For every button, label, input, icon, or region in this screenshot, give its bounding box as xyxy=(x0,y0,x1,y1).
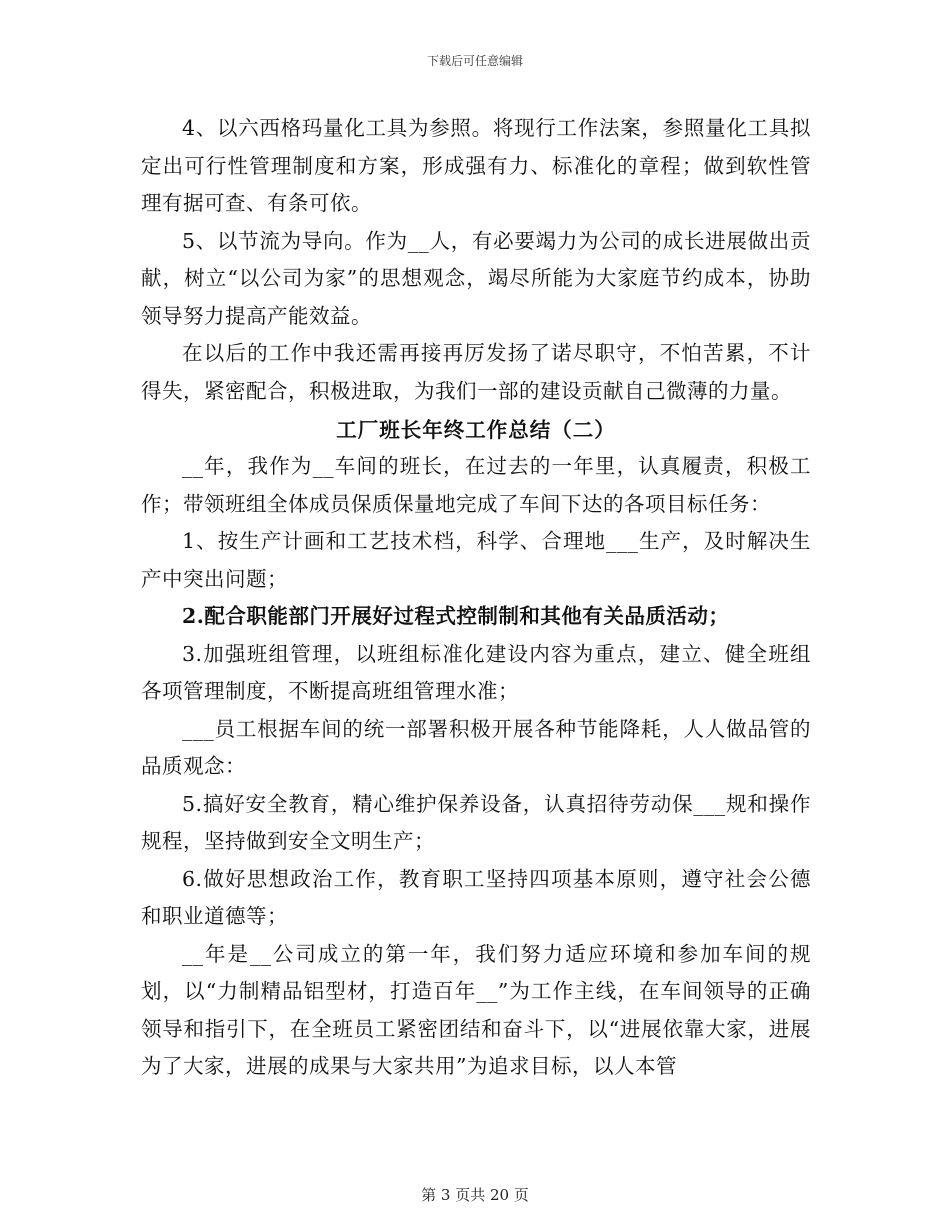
page-header: 下载后可任意编辑 xyxy=(426,54,523,68)
paragraph-closing: 在以后的工作中我还需再接再厉发扬了诺尽职守，不怕苦累，不计得失，紧密配合，积极进取，为我们一部的建设贡献自己微薄的力量。 xyxy=(141,341,811,403)
list-item-1: 1、按生产计画和工艺技术档，科学、合理地___生产，及时解决生产中突出问题； xyxy=(141,529,811,591)
list-item-5: 5.搞好安全教育，精心维护保养设备，认真招待劳动保___规和操作规程，坚持做到安全文明生产； xyxy=(141,791,811,853)
paragraph-summary: __年是__公司成立的第一年，我们努力适应环境和参加车间的规划，以“力制精品铝型材，打造百年__”为工作主线，在车间领导的正确领导和指引下，在全班员工紧密团结和奋斗下，以“进展依靠大家，进展为了大家，进展的成果与大家共用”为追求目标，以人本管 xyxy=(141,941,811,1078)
list-item-2: 2.配合职能部门开展好过程式控制制和其他有关品质活动； xyxy=(182,604,730,628)
list-item-4: ___员工根据车间的统一部署积极开展各种节能降耗，人人做品管的品质观念： xyxy=(141,716,811,778)
list-item-6: 6.做好思想政治工作，教育职工坚持四项基本原则，遵守社会公德和职业道德等； xyxy=(141,866,811,928)
page-footer: 第 3 页共 20 页 xyxy=(421,1186,529,1204)
document-body xyxy=(141,110,811,1086)
paragraph-item-4: 4、以六西格玛量化工具为参照。将现行工作法案，参照量化工具拟定出可行性管理制度和方案，形成强有力、标准化的章程；做到软性管理有据可查、有条可依。 xyxy=(141,116,811,215)
paragraph-intro: __年，我作为__车间的班长，在过去的一年里，认真履责，积极工作；带领班组全体成员保质保量地完成了车间下达的各项目标任务： xyxy=(141,454,811,516)
paragraph-item-5: 5、以节流为导向。作为__人，有必要竭力为公司的成长进展做出贡献，树立“以公司为家”的思想观念，竭尽所能为大家庭节约成本，协助领导努力提高产能效益。 xyxy=(141,228,811,328)
section-title: 工厂班长年终工作总结（二） xyxy=(336,418,616,442)
list-item-3: 3.加强班组管理，以班组标准化建设内容为重点，建立、健全班组各项管理制度，不断提高班组管理水准； xyxy=(141,641,811,703)
